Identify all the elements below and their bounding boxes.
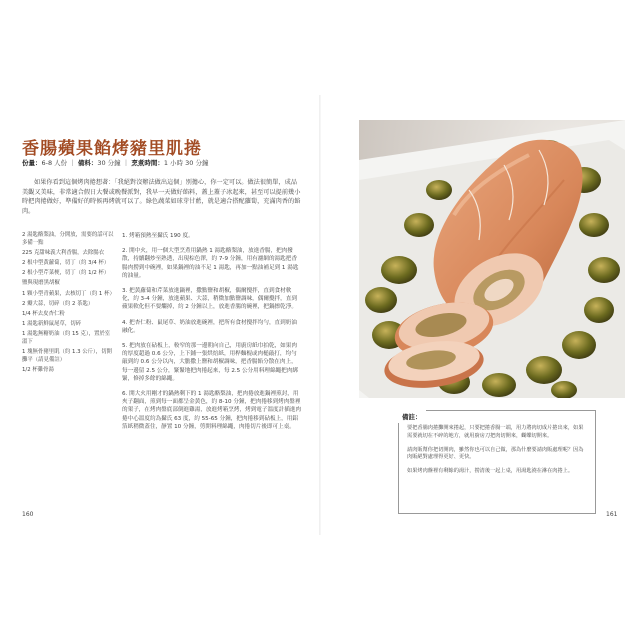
instruction-step: 5. 把肉放在砧板上，較窄的那一邊朝向自己，用廚房紙巾拍乾，如果肉的厚度超過 0.6 公分，上下鋪一張烘焙紙，用桿麵棍或肉槌敲打，均勻敲到約 0.6 公分以內，大膽撒上鹽和胡椒調味，把香腸餡分散在肉上，每一邊留 2.5 公分，緊緊地把肉捲起來，每 2.5 公分用料理綿繩把肉綁緊，修掉多餘的綿繩。 (122, 343, 298, 382)
ingredient-item: 225 克甜味義大利香腸，去除腸衣 (22, 249, 105, 256)
note-paragraph: 請肉販幫你把切開肉，雖然你也可以自己做，那為什麼要請肉販處理呢？因為肉販絕對處理得更好、更快。 (407, 446, 584, 461)
ingredient-list (22, 232, 114, 377)
ingredient-item: 1/4 杯去皮杏仁粉 (22, 310, 65, 317)
recipe-intro: 如果你看到這個烤肉捲想著：「我絕對沒辦法做出這個」別擔心，你一定可以。做法很簡單，成品美觀又美味，非常適合假日大餐或晚餐派對，我早一天做好餡料，蓋上蓋子冰起來，甚至可以提前幾小時把肉捲做好，準備好的時候再烤就可以了。綠色蔬菜如球芽甘藍，就是適合搭配蘿蔔，充滿肉香的餡肉。 (22, 179, 301, 215)
ingredient-item: 1 湯匙無糖奶油（約 15 克），置於室溫下 (22, 331, 111, 345)
ingredient-item: 2 瓣大蒜，切碎（約 2 茶匙） (22, 300, 94, 307)
page-number-left: 160 (22, 511, 34, 518)
instruction-step: 4. 把杏仁粉、鼠尾草、奶油放進碗裡，把所有食材攪拌均勻，直到奶油融化。 (122, 319, 297, 334)
instruction-step: 1. 烤箱預熱至攝氏 190 度。 (122, 233, 194, 239)
roast-pork-roll-photo (359, 120, 625, 398)
ingredient-item: 2 根小型芹菜梗，切丁（約 1/2 杯） (22, 270, 110, 277)
note-paragraph: 如果烤肉盤裡有剩餘的湯汁，撈清後一起上桌，用湯匙澆在淋在肉捲上。 (407, 468, 574, 475)
prep-label: 備料： (77, 159, 98, 167)
recipe-meta (22, 158, 208, 167)
notes-heading: 備註： (398, 410, 426, 423)
meta-separator: ｜ (69, 159, 76, 167)
ingredient-item: 1/2 杯雞骨湯 (22, 366, 54, 373)
ingredient-item: 2 湯匙酪梨油，分開放，需要的話可以多備一點 (22, 232, 114, 246)
page-number-right: 161 (606, 511, 618, 518)
cook-label: 烹煮時間： (131, 159, 164, 167)
ingredient-item: 鹽與現磨黑胡椒 (22, 280, 60, 287)
meta-separator: ｜ (122, 159, 130, 167)
serves-value: 6-8 人份 (41, 159, 68, 167)
instruction-step: 6. 開大火用剛才的鍋熱剩下的 1 湯匙酪梨油，把肉捲放進鍋裡煎封，用夾子翻面，煎到每一面都呈金黃色，約 8-10 分鐘，把肉捲移到烤肉盤裡的架子，在烤肉盤底部倒進雞湯，放進烤箱烹烤，烤到電子溫度計插進肉捲中心溫度約為攝氏 63 度，約 55-65 分鐘，把肉捲移到砧板上，用鋁箔紙稍微蓋住，靜置 10 分鐘，剪開料理綿繩，肉捲切片後即可上桌。 (122, 391, 302, 430)
instruction-step: 2. 開中火，用一個大型烹煮用鍋熱 1 湯匙酪梨油，放進香腸，把肉撥散，持續翻炒至熟透，出現棕色澤，約 7-9 分鐘，用有濾網的湯匙把香腸肉撈到中碗裡，如果鍋裡的油不足 1 湯匙，再加一點油補足到 1 湯匙的油量。 (122, 248, 299, 279)
notes-box (398, 410, 596, 514)
ingredient-item: 2 根中型黃蘿蔔，切丁（約 3/4 杯） (22, 259, 110, 266)
instruction-step: 3. 把黃蘿蔔和芹菜放進鍋裡，撒點鹽和胡椒，偶爾攪拌，直到食材軟化，約 3-4 分鐘，放進蘋果、大蒜，稍微加點鹽調味，偶爾攪拌，直到蘋果軟化但不要爛掉，約 2 分鐘以上，放進香腸的碗裡，把鍋擦乾淨。 (122, 288, 297, 311)
instruction-list (122, 232, 302, 438)
recipe-title: 香腸蘋果餡烤豬里肌捲 (22, 139, 202, 159)
serves-label: 份量： (22, 159, 42, 167)
right-page (320, 0, 640, 640)
ingredient-item: 1 塊無骨豬里肌（約 1.3 公斤），切開攤平（請見備註） (22, 349, 112, 363)
note-paragraph: 要把香腸肉捲攤開來捲起，只要把捲香腸一端，用力將肉切成片捲出來，如果需要就切在不碎的地方，就用廚房刀把肉切開來，蝴蝶切開來。 (407, 425, 584, 439)
notes-body (407, 425, 587, 482)
ingredient-item: 1 顆小型青蘋果，去核切丁（約 1 杯） (22, 290, 115, 297)
prep-value: 30 分鐘 (97, 159, 121, 167)
cook-value: 1 小時 30 分鐘 (163, 159, 209, 167)
ingredient-item: 1 湯匙新鮮鼠尾草，切碎 (22, 321, 82, 328)
